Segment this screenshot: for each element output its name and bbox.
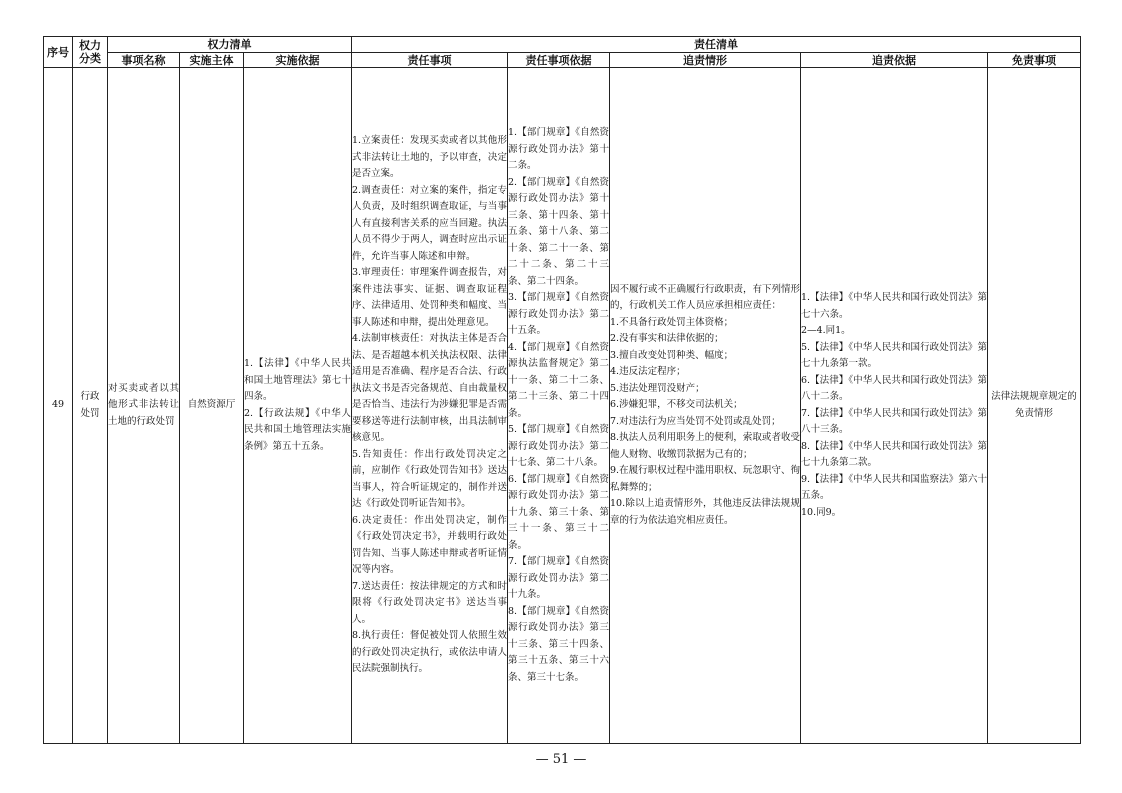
header-responsibility-basis: 责任事项依据 (508, 53, 610, 68)
power-responsibility-table (43, 36, 1081, 744)
header-seq: 序号 (44, 37, 73, 68)
cell-power-type: 行政 处罚 (73, 68, 108, 744)
page-number: — 51 — (535, 752, 587, 767)
cell-accountability: 因不履行或不正确履行行政职责，有下列情形的，行政机关工作人员应承担相应责任： 1.不具备行政处罚主体资格； 2.没有事实和法律依据的； 3.擅自改变处罚种类、幅度； 4.违反法定程序； 5.违法处理罚没财产； 6.涉嫌犯罪，不移交司法机关； 7.对违法行为应当处罚不处罚或乱处罚； 8.执法人员利用职务上的便利，索取或者收受他人财物、收缴罚款据为己有的； 9.在履行职权过程中滥用职权、玩忽职守、徇私舞弊的； 10.除以上追责情形外，其他违反法律法规规章的行为依法追究相应责任。 (610, 68, 801, 744)
cell-seq: 49 (44, 68, 73, 744)
header-responsibility-list: 责任清单 (352, 37, 1081, 53)
cell-exemption: 法律法规规章规定的免责情形 (988, 68, 1081, 744)
table-row (44, 68, 1081, 744)
header-item-name: 事项名称 (108, 53, 180, 68)
cell-item-name: 对买卖或者以其他形式非法转让土地的行政处罚 (108, 68, 180, 744)
header-accountability: 追责情形 (610, 53, 801, 68)
cell-responsibility-items: 1.立案责任：发现买卖或者以其他形式非法转让土地的，予以审查，决定是否立案。 2.调查责任：对立案的案件，指定专人负责，及时组织调查取证，与当事人有直接利害关系的应当回避。执法人员不得少于两人，调查时应出示证件，允许当事人陈述和申辩。 3.审理责任：审理案件调查报告，对案件违法事实、证据、调查取证程序、法律适用、处罚种类和幅度、当事人陈述和申辩，提出处理意见。 4.法制审核责任：对执法主体是否合法、是否超越本机关执法权限、法律适用是否准确、程序是否合法、行政执法文书是否完备规范、自由裁量权是否恰当、违法行为涉嫌犯罪是否需要移送等进行法制审核，出具法制审核意见。 5.告知责任：作出行政处罚决定之前，应制作《行政处罚告知书》送达当事人，符合听证规定的，制作并送达《行政处罚听证告知书》。 6.决定责任：作出处罚决定，制作《行政处罚决定书》，并载明行政处罚告知、当事人陈述申辩或者听证情况等内容。 7.送达责任：按法律规定的方式和时限将《行政处罚决定书》送达当事人。 8.执行责任：督促被处罚人依照生效的行政处罚决定执行，或依法申请人民法院强制执行。 (352, 68, 508, 744)
cell-subject: 自然资源厅 (180, 68, 244, 744)
cell-responsibility-basis: 1.【部门规章】《自然资源行政处罚办法》第十二条。 2.【部门规章】《自然资源行政处罚办法》第十三条、第十四条、第十五条、第十八条、第二十条、第二十一条、第二十二条、第二十三条、第二十四条。 3.【部门规章】《自然资源行政处罚办法》第二十五条。 4.【部门规章】《自然资源执法监督规定》第二十一条、第二十二条、第二十三条、第二十四条。 5.【部门规章】《自然资源行政处罚办法》第二十七条、第二十八条。 6.【部门规章】《自然资源行政处罚办法》第二十九条、第三十条、第三十一条、第三十二条。 7.【部门规章】《自然资源行政处罚办法》第二十九条。 8.【部门规章】《自然资源行政处罚办法》第三十三条、第三十四条、第三十五条、第三十六条、第三十七条。 (508, 68, 610, 744)
header-basis: 实施依据 (244, 53, 352, 68)
header-responsibility-items: 责任事项 (352, 53, 508, 68)
header-power-list: 权力清单 (108, 37, 352, 53)
header-subject: 实施主体 (180, 53, 244, 68)
header-power-type: 权力 分类 (73, 37, 108, 68)
header-exemption: 免责事项 (988, 53, 1081, 68)
cell-basis: 1.【法律】《中华人民共和国土地管理法》第七十四条。 2.【行政法规】《中华人民共和国土地管理法实施条例》第五十五条。 (244, 68, 352, 744)
header-accountability-basis: 追责依据 (801, 53, 988, 68)
cell-accountability-basis: 1.【法律】《中华人民共和国行政处罚法》第七十六条。 2—4.同1。 5.【法律】《中华人民共和国行政处罚法》第七十九条第一款。 6.【法律】《中华人民共和国行政处罚法》第八十二条。 7.【法律】《中华人民共和国行政处罚法》第八十三条。 8.【法律】《中华人民共和国行政处罚法》第七十九条第二款。 9.【法律】《中华人民共和国监察法》第六十五条。 10.同9。 (801, 68, 988, 744)
